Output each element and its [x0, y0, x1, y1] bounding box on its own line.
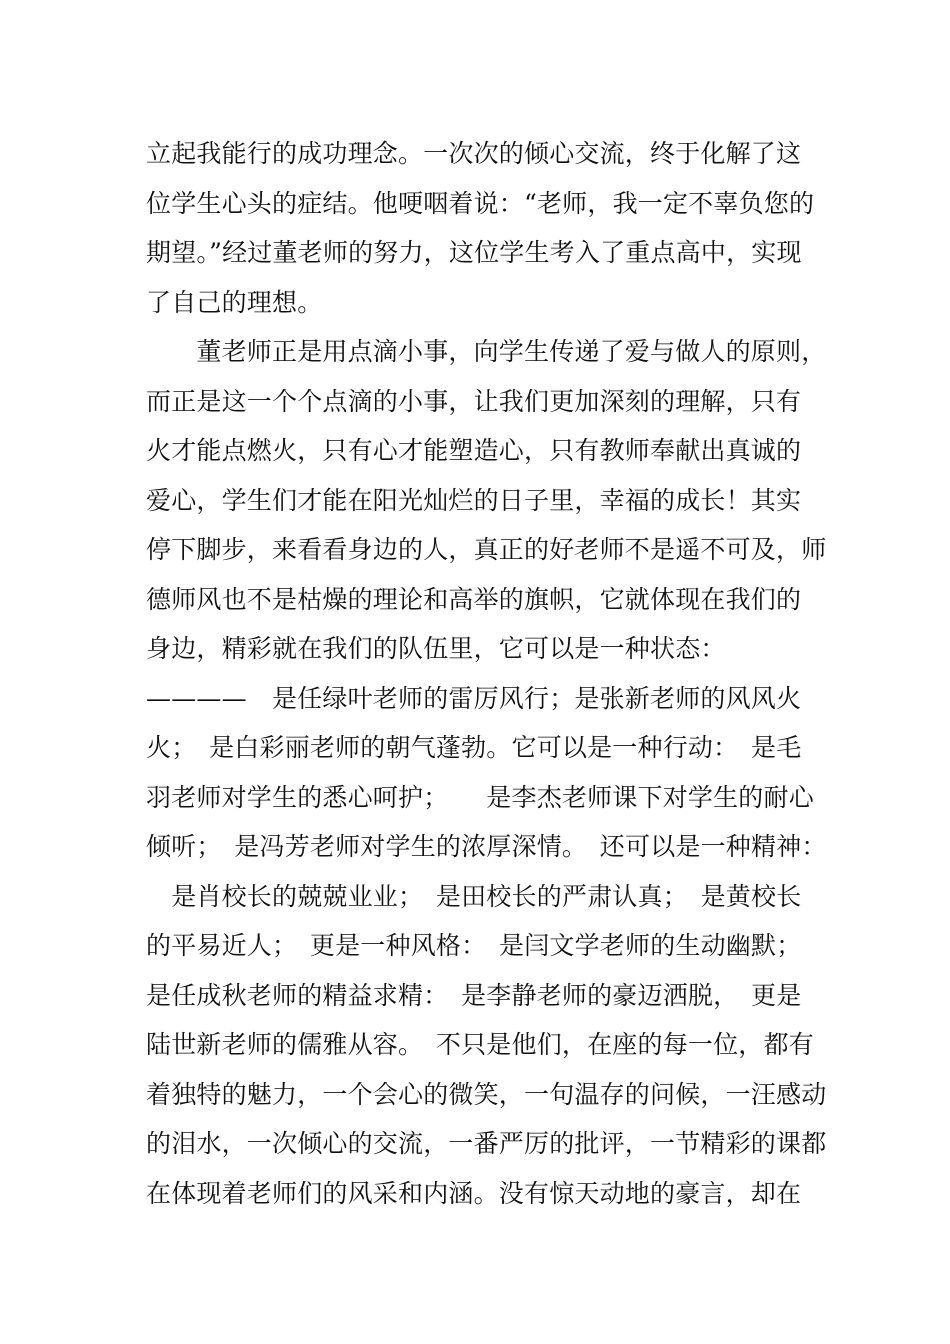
- text-line: 了自己的理想。: [146, 287, 323, 317]
- text-line: 的平易近人； 更是一种风格： 是闫文学老师的生动幽默；: [146, 931, 802, 960]
- text-line: 羽老师对学生的悉心呵护； 是李杰老师课下对学生的耐心: [146, 782, 814, 812]
- text-line: 位学生心头的症结。他哽咽着说：“老师，我一定不辜负您的: [146, 188, 815, 218]
- text-line: 停下脚步，来看看身边的人，真正的好老师不是遥不可及，师: [146, 535, 827, 564]
- text-line: 期望。”经过董老师的努力，这位学生考入了重点高中，实现: [146, 238, 802, 267]
- text-line: 倾听； 是冯芳老师对学生的浓厚深情。 还可以是一种精神：: [146, 832, 827, 861]
- text-line: 着独特的魅力，一个会心的微笑，一句温存的问候，一汪感动: [146, 1079, 827, 1109]
- text-line: 火才能点燃火，只有心才能塑造心，只有教师奉献出真诚的: [146, 436, 802, 465]
- text-line: 是肖校长的兢兢业业； 是田校长的严肃认真； 是黄校长: [146, 881, 802, 911]
- body-text: [146, 129, 827, 1218]
- text-line: 而正是这一个个点滴的小事，让我们更加深刻的理解，只有: [146, 386, 802, 416]
- paragraph-start-line: 董老师正是用点滴小事，向学生传递了爱与做人的原则，: [146, 337, 827, 366]
- text-line: 陆世新老师的儒雅从容。 不只是他们，在座的每一位，都有: [146, 1030, 814, 1059]
- text-line: 在体现着老师们的风采和内涵。没有惊天动地的豪言，却在: [146, 1178, 802, 1208]
- text-line: 爱心，学生们才能在阳光灿烂的日子里，幸福的成长！其实: [146, 485, 802, 515]
- text-line: 是任成秋老师的精益求精： 是李静老师的豪迈洒脱， 更是: [146, 980, 802, 1010]
- text-line: 的泪水，一次倾心的交流，一番严厉的批评，一节精彩的课都: [146, 1129, 827, 1158]
- text-line: ———— 是任绿叶老师的雷厉风行；是张新老师的风风火: [146, 683, 802, 713]
- text-line: 身边，精彩就在我们的队伍里，它可以是一种状态：: [146, 634, 726, 663]
- text-line: 立起我能行的成功理念。一次次的倾心交流，终于化解了这: [146, 139, 802, 168]
- text-line: 德师风也不是枯燥的理论和高举的旗帜，它就体现在我们的: [146, 584, 802, 614]
- text-line: 火； 是白彩丽老师的朝气蓬勃。它可以是一种行动： 是毛: [146, 733, 802, 762]
